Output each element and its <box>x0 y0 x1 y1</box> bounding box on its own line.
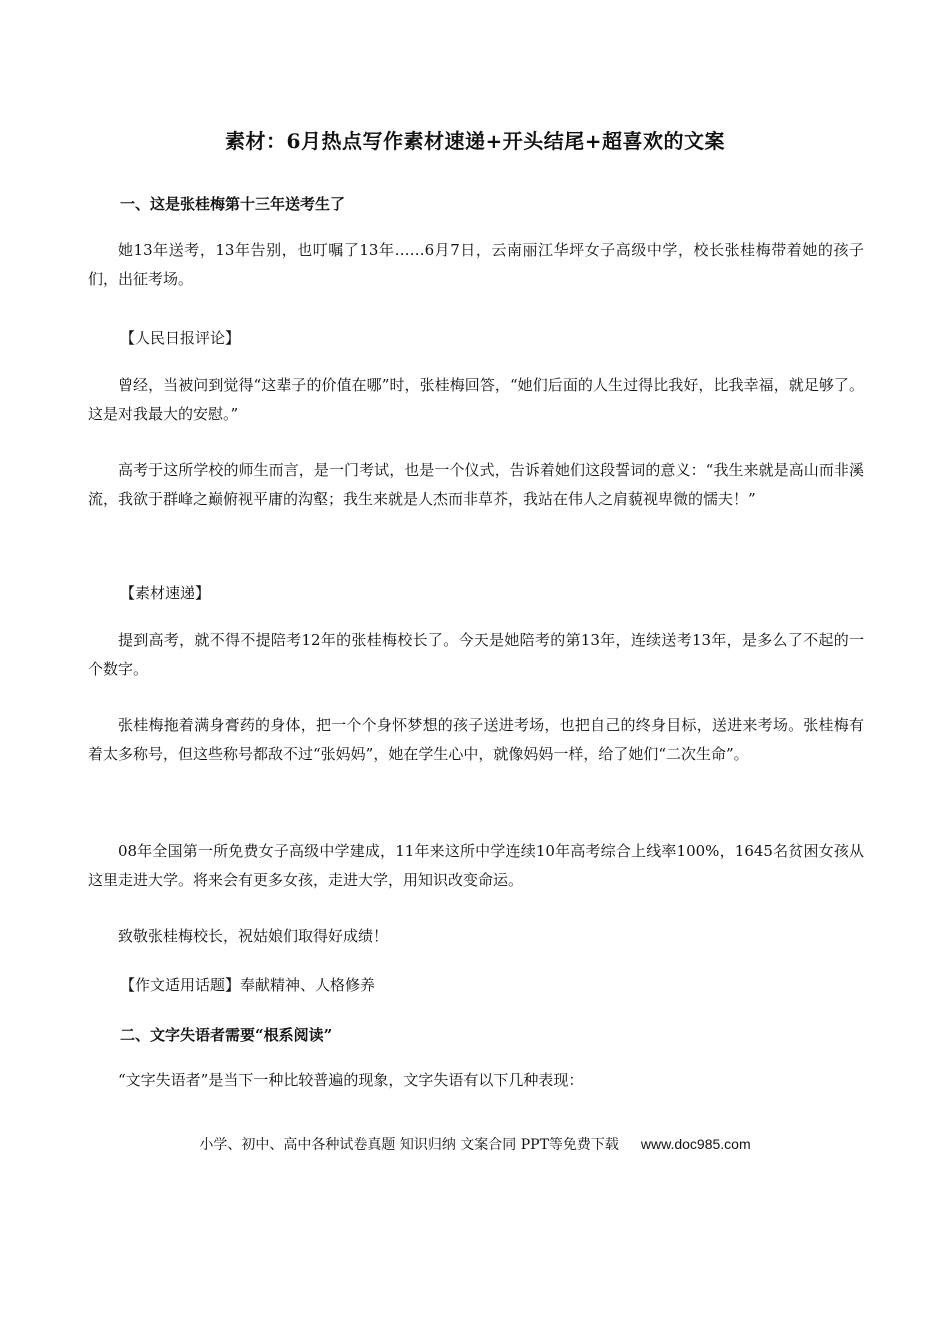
topics-line: 【作文适用话题】奉献精神、人格修养 <box>120 976 376 994</box>
paragraph-2: 曾经，当被问到觉得“这辈子的价值在哪”时，张桂梅回答，“她们后面的人生过得比我好，比我幸福，就足够了。这是对我最大的安慰。” <box>88 376 864 423</box>
paragraph-4: 提到高考，就不得不提陪考12年的张桂梅校长了。今天是她陪考的第13年，连续送考13年，是多么了不起的一个数字。 <box>88 631 864 678</box>
paragraph-6: 08年全国第一所免费女子高级中学建成，11年来这所中学连续10年高考综合上线率100%，1645名贫困女孩从这里走进大学。将来会有更多女孩，走进大学，用知识改变命运。 <box>88 842 864 889</box>
paragraph-5: 张桂梅拖着满身膏药的身体，把一个个身怀梦想的孩子送进考场，也把自己的终身目标，送进来考场。张桂梅有着太多称号，但这些称号都敌不过“张妈妈”，她在学生心中，就像妈妈一样，给了她们“二次生命”。 <box>88 716 864 763</box>
paragraph-3: 高考于这所学校的师生而言，是一门考试，也是一个仪式，告诉着她们这段誓词的意义：“我生来就是高山而非溪流，我欲于群峰之巅俯视平庸的沟壑；我生来就是人杰而非草芥，我站在伟人之肩藐视卑微的懦夫！” <box>88 461 864 508</box>
section-heading-1: 一、这是张桂梅第十三年送考生了 <box>120 195 346 213</box>
paragraph-8: “文字失语者”是当下一种比较普遍的现象，文字失语有以下几种表现： <box>118 1071 584 1089</box>
page-footer <box>0 1133 950 1156</box>
section-heading-2: 二、文字失语者需要“根系阅读” <box>120 1026 333 1044</box>
label-sucai-sudi: 【素材速递】 <box>120 584 211 602</box>
paragraph-7: 致敬张桂梅校长，祝姑娘们取得好成绩！ <box>118 927 389 945</box>
document-title: 素材：6月热点写作素材速递+开头结尾+超喜欢的文案 <box>225 129 725 153</box>
footer-text: 小学、初中、高中各种试卷真题 知识归纳 文案合同 PPT等免费下载 <box>199 1137 619 1153</box>
label-renmin-ribao: 【人民日报评论】 <box>120 329 241 347</box>
footer-url[interactable]: www.doc985.com <box>640 1136 751 1152</box>
paragraph-1: 她13年送考，13年告别，也叮嘱了13年……6月7日，云南丽江华坪女子高级中学，校长张桂梅带着她的孩子们，出征考场。 <box>88 241 864 288</box>
